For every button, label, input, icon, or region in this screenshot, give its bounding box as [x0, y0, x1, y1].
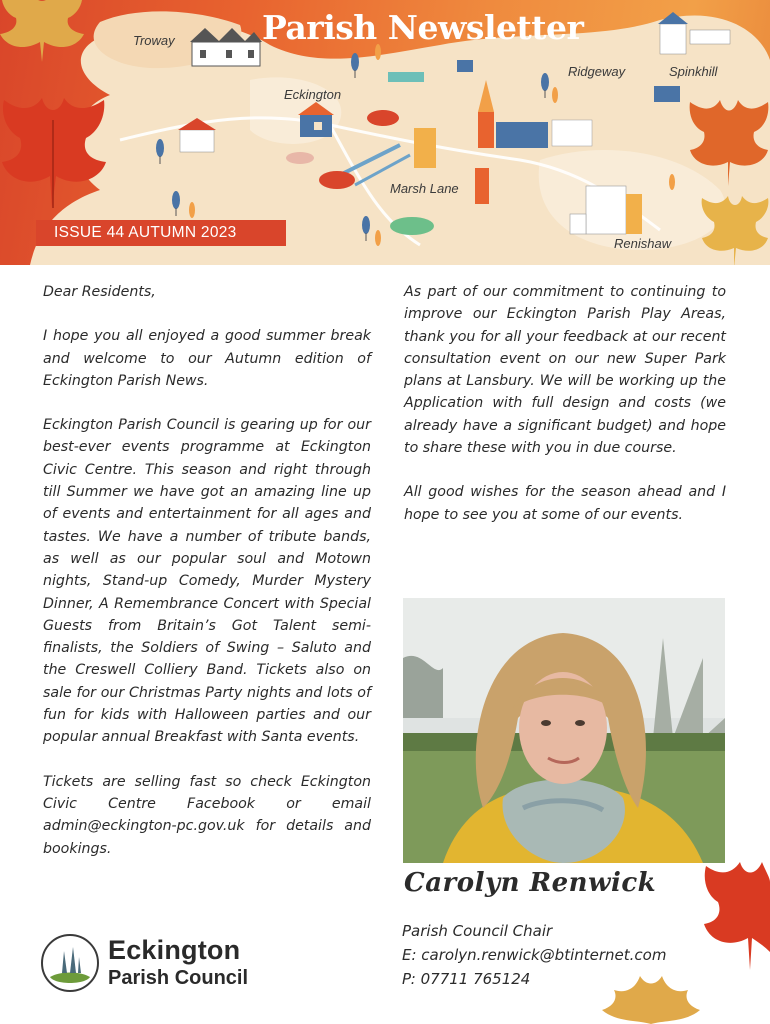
- chair-role: Parish Council Chair: [402, 922, 553, 940]
- map-label-spinkhill: Spinkhill: [669, 64, 718, 79]
- map-label-troway: Troway: [133, 33, 175, 48]
- paragraph-intro: I hope you all enjoyed a good summer break and welcome to our Autumn edition of Eckington Parish News.: [43, 328, 371, 389]
- greeting: Dear Residents,: [43, 284, 156, 300]
- chair-phone: P: 07711 765124: [402, 970, 531, 988]
- logo-subtitle: Parish Council: [108, 967, 249, 989]
- letter-right-column: [404, 281, 726, 548]
- map-label-ridgeway: Ridgeway: [568, 64, 626, 79]
- maple-leaf-icon: [596, 970, 706, 1024]
- map-label-renishaw: Renishaw: [614, 236, 672, 251]
- paragraph-events: Eckington Parish Council is gearing up for our best-ever events programme at Eckington Civic Centre. This season and right through till Summer we have got an amazing line up of events and entertainment for all ages and tastes. We have a number of tribute bands, as well as our popular soul and Motown nights, Stand-up Comedy, Murder Mystery Dinner, A Remembrance Concert with Special Guests from Britain’s Got Talent semi-finalists, the Soldiers of Swing – Saluto and the Creswell Colliery Band. Tickets also on sale for our Christmas Party nights and lots of fun for kids with Halloween parties and our popular annual Breakfast with Santa events.: [43, 417, 371, 746]
- newsletter-title: Parish Newsletter: [262, 8, 584, 47]
- map-label-eckington: Eckington: [284, 87, 342, 102]
- paragraph-good-wishes: All good wishes for the season ahead and I hope to see you at some of our events.: [404, 484, 726, 523]
- paragraph-play-areas: As part of our commitment to continuing to improve our Eckington Parish Play Areas, thank you for all your feedback at our recent consultation event on our new Super Park plans at Lansbury. We will be working up the Application with full design and costs (we already have a significant budget) and hope to share these with you in due course.: [404, 284, 726, 457]
- maple-leaf-icon: [0, 0, 92, 64]
- paragraph-tickets: Tickets are selling fast so check Eckington Civic Centre Facebook or email admin@eckington-pc.gov.uk for details and bookings.: [43, 773, 371, 857]
- chair-portrait-photo: [403, 598, 725, 863]
- maple-leaf-icon: [0, 80, 110, 210]
- chair-email: E: carolyn.renwick@btinternet.com: [402, 946, 667, 964]
- parish-crest-icon: [40, 933, 100, 993]
- chair-signature: Carolyn Renwick: [404, 868, 657, 898]
- map-label-marsh-lane: Marsh Lane: [390, 181, 459, 196]
- issue-banner: ISSUE 44 AUTUMN 2023: [36, 220, 286, 246]
- maple-leaf-icon: [700, 852, 770, 972]
- letter-left-column: [43, 281, 371, 882]
- maple-leaf-icon: [700, 190, 770, 265]
- newsletter-header: [0, 0, 770, 265]
- parish-council-logo: [40, 933, 290, 995]
- logo-name: Eckington: [108, 935, 241, 965]
- maple-leaf-icon: [688, 92, 770, 188]
